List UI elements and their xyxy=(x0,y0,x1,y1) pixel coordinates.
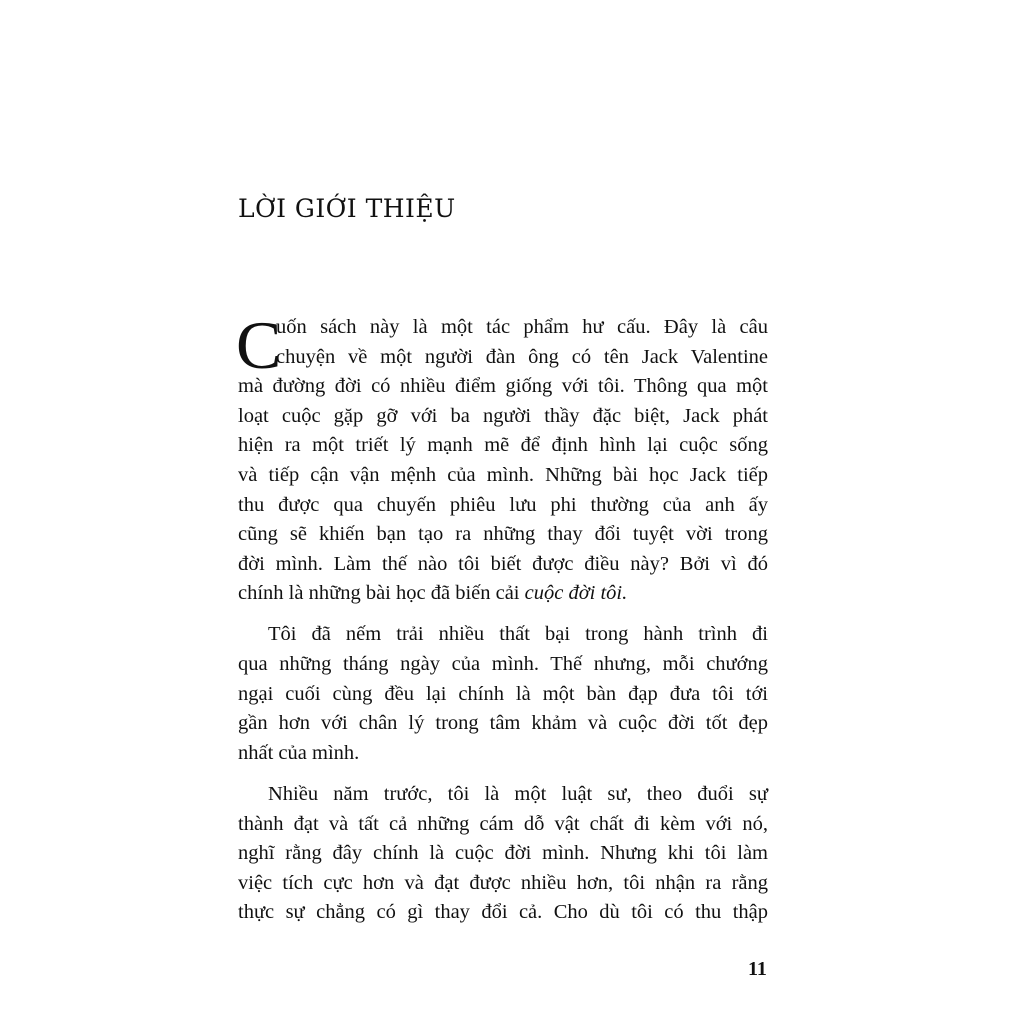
text-line: và tiếp cận vận mệnh của mình. Những bài học Jack tiếp xyxy=(238,463,768,486)
text-line: ngại cuối cùng đều lại chính là một bàn đạp đưa tôi tới xyxy=(238,682,768,705)
page-number: 11 xyxy=(748,958,767,980)
chapter-title: LỜI GIỚI THIỆU xyxy=(238,194,456,223)
text-line: thu được qua chuyến phiêu lưu phi thường của anh ấy xyxy=(238,493,768,516)
paragraph-3 xyxy=(238,780,768,928)
text-line: nhất của mình. xyxy=(238,741,360,764)
text-line: mà đường đời có nhiều điểm giống với tôi. Thông qua một xyxy=(238,375,768,398)
text-line: thực sự chẳng có gì thay đổi cả. Cho dù tôi có thu thập xyxy=(238,901,768,924)
text-line: cũng sẽ khiến bạn tạo ra những thay đổi tuyệt vời trong xyxy=(238,523,768,546)
text-line: gần hơn với chân lý trong tâm khảm và cuộc đời tốt đẹp xyxy=(238,712,768,735)
text-line: việc tích cực hơn và đạt được nhiều hơn, tôi nhận ra rằng xyxy=(238,871,768,894)
paragraph-1 xyxy=(236,307,768,609)
italic-text: cuộc đời tôi. xyxy=(524,582,628,605)
text-line: đời mình. Làm thế nào tôi biết được điều này? Bởi vì đó xyxy=(238,552,768,575)
text-line: Tôi đã nếm trải nhiều thất bại trong hành trình đi xyxy=(268,623,768,646)
text-line: Nhiều năm trước, tôi là một luật sư, theo đuổi sự xyxy=(268,782,768,805)
body-text xyxy=(236,307,768,928)
text-line: hiện ra một triết lý mạnh mẽ để định hình lại cuộc sống xyxy=(238,434,768,457)
text-line: loạt cuộc gặp gỡ với ba người thầy đặc biệt, Jack phát xyxy=(238,404,768,427)
text-line: nghĩ rằng đây chính là cuộc đời mình. Nhưng khi tôi làm xyxy=(238,842,768,865)
text-line: uốn sách này là một tác phẩm hư cấu. Đây là câu xyxy=(276,316,768,338)
text-line xyxy=(238,579,768,609)
text-line: thành đạt và tất cả những cám dỗ vật chất đi kèm với nó, xyxy=(238,812,768,835)
text-line: qua những tháng ngày của mình. Thế nhưng, mỗi chướng xyxy=(238,653,768,676)
text-span: chính là những bài học đã biến cải xyxy=(238,582,525,605)
drop-cap: C xyxy=(236,307,282,383)
text-line: chuyện về một người đàn ông có tên Jack Valentine xyxy=(276,345,768,368)
paragraph-2 xyxy=(238,620,768,768)
